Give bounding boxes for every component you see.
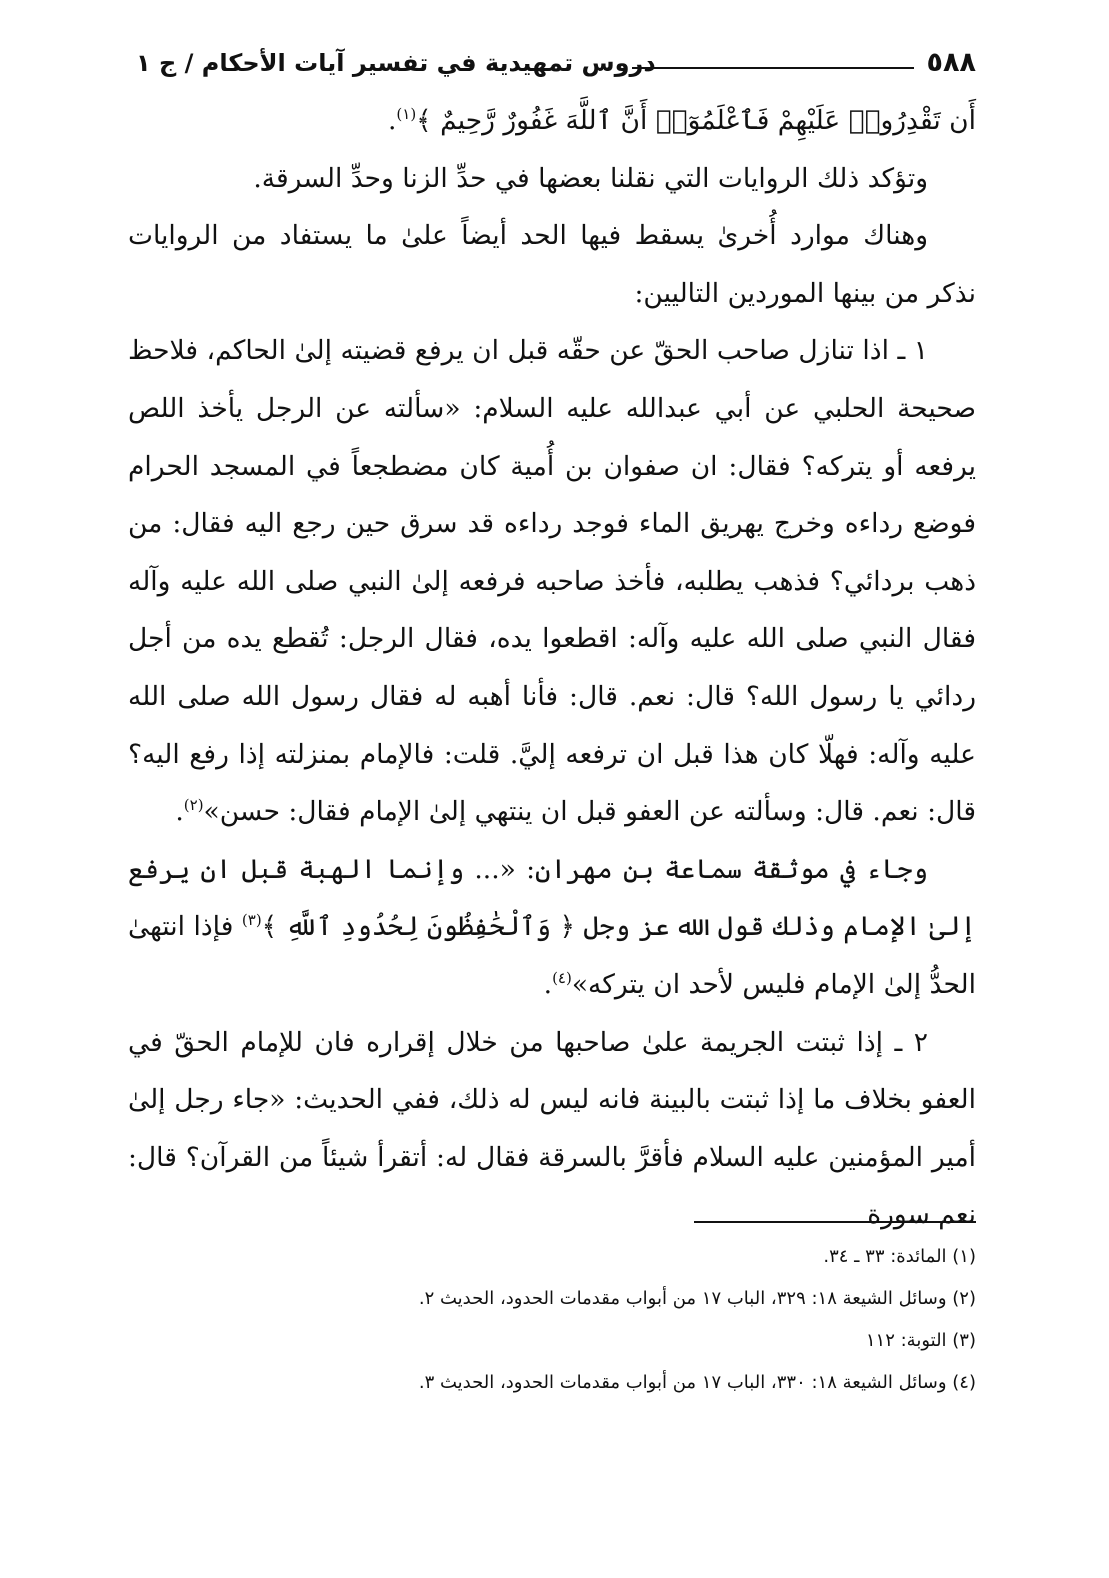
footnote: (٤) وسائل الشيعة ١٨: ٣٣٠، الباب ١٧ من أبواب مقدمات الحدود، الحديث ٣. bbox=[418, 1372, 976, 1393]
footnote-rule bbox=[694, 1221, 976, 1223]
body-text bbox=[128, 92, 976, 1244]
paragraph-point-2: ٢ ـ إذا ثبتت الجريمة علىٰ صاحبها من خلال إقراره فان للإمام الحقّ في العفو بخلاف ما إذا ثبتت بالبينة فانه ليس له ذلك، ففي الحديث: «جاء رجل إلىٰ أمير المؤمنين عليه السلام فأقرَّ بالسرقة فقال له: أتقرأ شيئاً من القرآن؟ قال: نعم سورة bbox=[128, 1026, 976, 1231]
paragraph-point-1: ١ ـ اذا تنازل صاحب الحقّ عن حقّه قبل ان يرفع قضيته إلىٰ الحاكم، فلاحظ صحيحة الحلبي عن أبي عبدالله عليه السلام: «سألته عن الرجل يأخذ اللص يرفعه أو يتركه؟ فقال: ان صفوان بن أُمية كان مضطجعاً في المسجد الحرام فوضع رداءه وخرج يهريق الماء فوجد رداءه قد سرق حين رجع اليه فقال: من ذهب بردائي؟ فذهب يطلبه، فأخذ صاحبه فرفعه إلىٰ النبي صلى الله عليه وآله فقال النبي صلى الله عليه وآله: اقطعوا يده، فقال الرجل: تُقطع يده من أجل ردائي يا رسول الله؟ قال: نعم. قال: فأنا أهبه له فقال رسول الله صلى الله عليه وآله: فهلّا كان هذا قبل ان ترفعه إليَّ. قلت: فالإمام بمنزلته إذا رفع اليه؟ قال: نعم. قال: وسألته عن العفو قبل ان ينتهي إلىٰ الإمام فقال: حسن»$^{(٢)}$. bbox=[128, 335, 976, 828]
footnote: (١) المائدة: ٣٣ ـ ٣٤. bbox=[823, 1246, 976, 1267]
footnote: (٢) وسائل الشيعة ١٨: ٣٢٩، الباب ١٧ من أبواب مقدمات الحدود، الحديث ٢. bbox=[418, 1288, 976, 1309]
footnote: (٣) التوبة: ١١٢ bbox=[865, 1330, 976, 1351]
footnote-ref: (٣) bbox=[241, 911, 262, 930]
footnote-ref: (١) bbox=[396, 105, 417, 124]
page-header bbox=[128, 44, 976, 84]
header-rule bbox=[632, 67, 914, 69]
footnote-ref: (٢) bbox=[183, 796, 204, 815]
footnotes bbox=[128, 1236, 976, 1404]
running-title: دروس تمهيدية في تفسير آيات الأحكام / ج ١ bbox=[136, 49, 656, 77]
paragraph: وتؤكد ذلك الروايات التي نقلنا بعضها في حدِّ الزنا وحدِّ السرقة. bbox=[253, 162, 928, 194]
paragraph: وهناك موارد أُخرىٰ يسقط فيها الحد أيضاً علىٰ ما يستفاد من الروايات نذكر من بينها الموردين التاليين: bbox=[128, 220, 976, 309]
quran-verse: أَن تَقْدِرُوا۟ عَلَيْهِمْ فَٱعْلَمُوٓا۟ أَنَّ ٱللَّهَ غَفُورٌ رَّحِيمٌ ﴾ bbox=[416, 105, 976, 136]
footnote-ref: (٤) bbox=[552, 969, 572, 988]
page-number: ٥٨٨ bbox=[926, 47, 976, 78]
paragraph: وجاء في موثقة سماعة بن مهران: «... وإنما الهبة قبل ان يرفع إلىٰ الإمام وذلك قول الله عز وجل ﴿ وَٱلْحَٰفِظُونَ لِحُدُودِ ٱللَّهِ ﴾$^{(٣)}$ فإذا انتهىٰ الحدُّ إلىٰ الإمام فليس لأحد ان يتركه»$^{(٤)}$. bbox=[128, 853, 976, 1000]
paragraph-quran-ending: أَن تَقْدِرُوا۟ عَلَيْهِمْ فَٱعْلَمُوٓا۟ أَنَّ ٱللَّهَ غَفُورٌ رَّحِيمٌ ﴾$^{(١)}$. bbox=[387, 105, 976, 136]
